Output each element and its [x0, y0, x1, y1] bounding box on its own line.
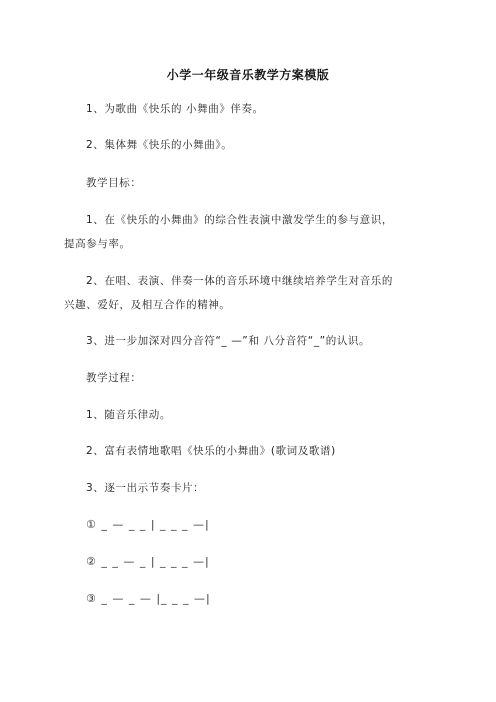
rhythm-card-line: ① _ — _ _ | _ _ _ —|: [86, 518, 210, 531]
document-title: 小学一年级音乐教学方案模版: [166, 68, 330, 82]
section-heading: 教学过程：: [86, 372, 142, 384]
paragraph-line: 1、在《快乐的小舞曲》的综合性表演中激发学生的参与意识，: [86, 214, 393, 226]
paragraph-line: 3、逐一出示节奏卡片：: [86, 482, 205, 494]
paragraph-line: 2、集体舞《快乐的小舞曲》。: [86, 139, 233, 151]
rhythm-card-line: ② _ _ — _ | _ _ _ —|: [86, 555, 210, 568]
paragraph-line: 2、在唱、表演、伴奏一体的音乐环境中继续培养学生对音乐的: [86, 275, 393, 287]
paragraph-line: 1、随音乐律动。: [86, 409, 171, 421]
paragraph-line: 3、进一步加深对四分音符“_ —”和 八分音符“_”的认识。: [86, 335, 371, 347]
paragraph-line: 2、富有表情地歌唱《快乐的小舞曲》(歌词及歌谱): [86, 445, 336, 457]
paragraph-line: 提高参与率。: [64, 238, 131, 250]
rhythm-card-line: ③ _ — _ — |_ _ _ —|: [86, 592, 211, 605]
paragraph-line: 1、为歌曲《快乐的 小舞曲》伴奏。: [86, 103, 264, 115]
section-heading: 教学目标：: [86, 177, 142, 189]
paragraph-line: 兴趣、爱好，及相互合作的精神。: [64, 299, 231, 311]
